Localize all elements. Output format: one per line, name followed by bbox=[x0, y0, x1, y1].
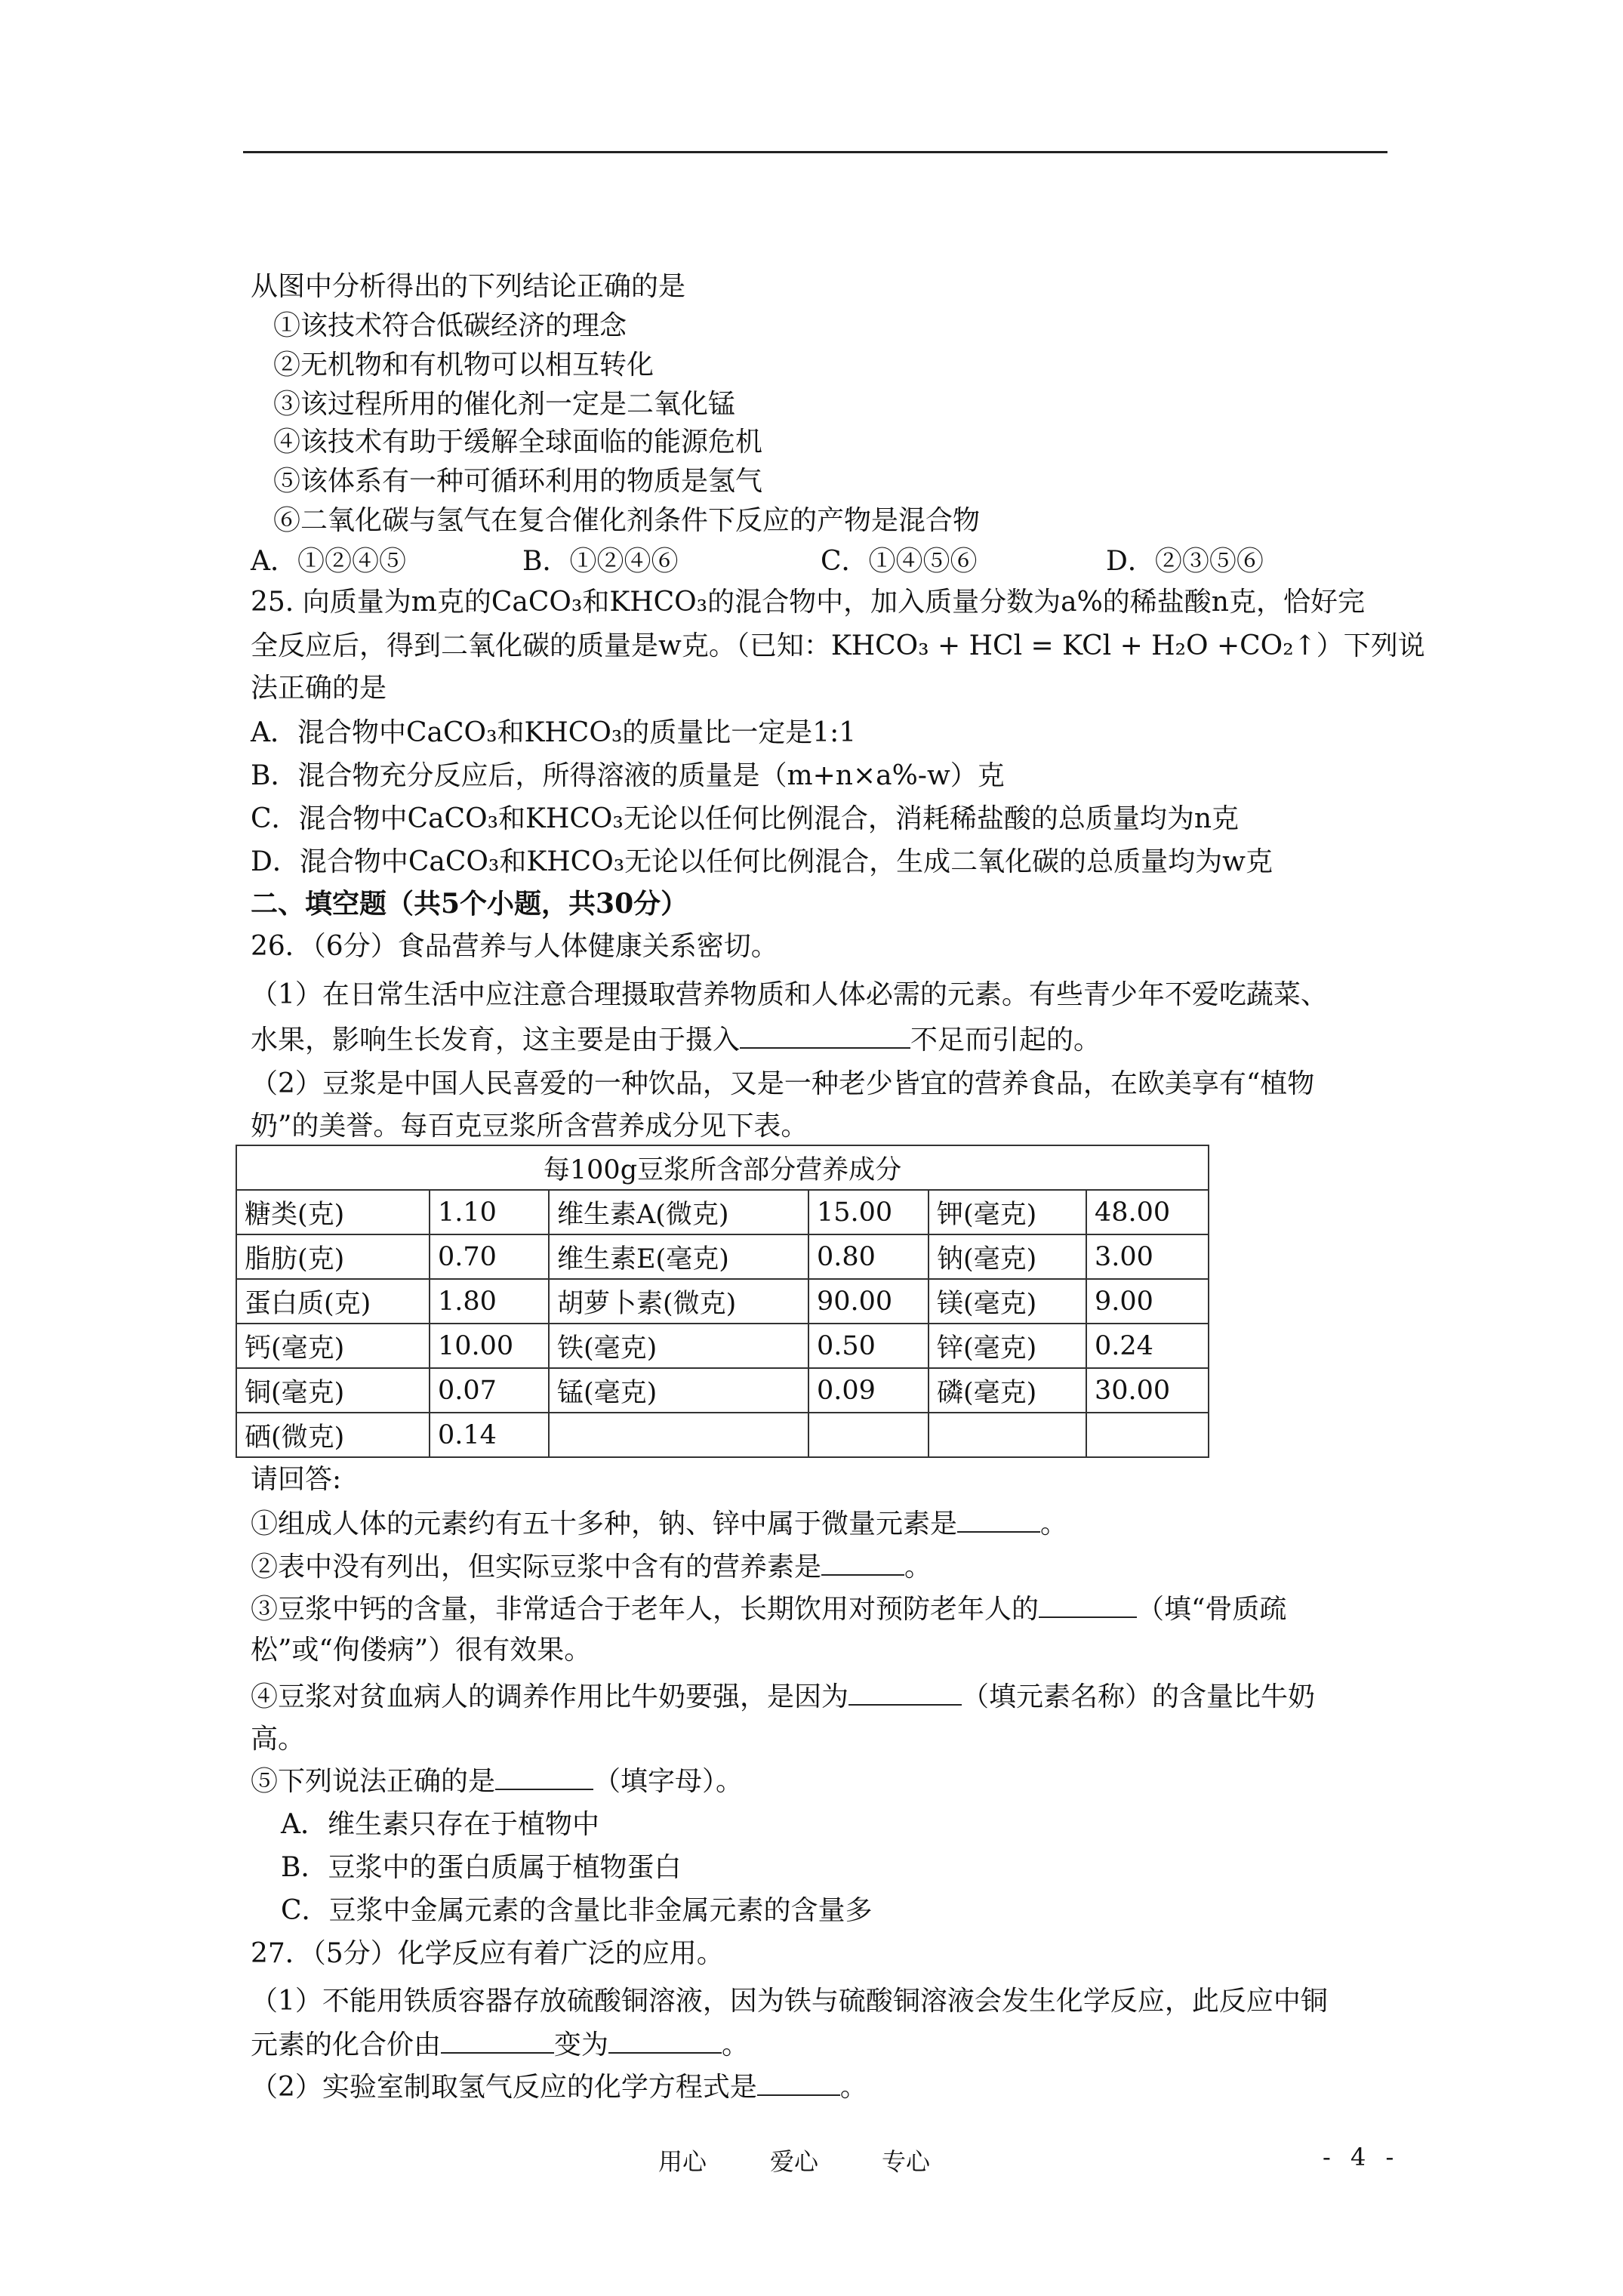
answer-blank[interactable] bbox=[957, 1505, 1040, 1533]
table-cell: 30.00 bbox=[1086, 1368, 1209, 1413]
answer-prompt: 请回答: bbox=[251, 1464, 342, 1495]
table-row bbox=[236, 1324, 1209, 1368]
table-cell bbox=[808, 1413, 929, 1457]
q26-sub-5-hint: （填字母）。 bbox=[593, 1766, 744, 1797]
table-cell: 维生素E(毫克) bbox=[549, 1234, 808, 1279]
q26-sub-1 bbox=[251, 1505, 1067, 1544]
q25-option-b: B．混合物充分反应后，所得溶液的质量是（m+n×a%-w）克 bbox=[251, 760, 1005, 791]
table-cell: 铜(毫克) bbox=[236, 1368, 430, 1413]
table-cell: 硒(微克) bbox=[236, 1413, 430, 1457]
q26-sub-5-text: ⑤下列说法正确的是 bbox=[251, 1766, 496, 1797]
q26-sub-5-option-c: C．豆浆中金属元素的含量比非金属元素的含量多 bbox=[281, 1895, 873, 1926]
q26-sub-1-text: ①组成人体的元素约有五十多种，钠、锌中属于微量元素是 bbox=[251, 1509, 958, 1539]
table-cell: 镁(毫克) bbox=[929, 1279, 1086, 1324]
q27-p2-text: （2）实验室制取氢气反应的化学方程式是 bbox=[251, 2072, 757, 2103]
statement-6: ⑥二氧化碳与氢气在复合催化剂条件下反应的产物是混合物 bbox=[273, 505, 981, 536]
q26-sub-3 bbox=[251, 1590, 1286, 1629]
option-b: B．①②④⑥ bbox=[522, 546, 679, 577]
q26-sub-5-option-a: A．维生素只存在于植物中 bbox=[281, 1809, 599, 1840]
table-cell: 脂肪(克) bbox=[236, 1234, 430, 1279]
q26-sub-4-line2: 高。 bbox=[251, 1724, 306, 1755]
table-cell: 0.07 bbox=[430, 1368, 549, 1413]
table-row bbox=[236, 1413, 1209, 1457]
q26-p2a: （2）豆浆是中国人民喜爱的一种饮品，又是一种老少皆宜的营养食品，在欧美享有“植物 bbox=[251, 1068, 1315, 1099]
q26-sub-1-end: 。 bbox=[1040, 1509, 1068, 1539]
table-cell: 维生素A(微克) bbox=[549, 1190, 808, 1234]
q25-line3: 法正确的是 bbox=[251, 673, 387, 704]
table-cell: 蛋白质(克) bbox=[236, 1279, 430, 1324]
q26-sub-2-text: ②表中没有列出，但实际豆浆中含有的营养素是 bbox=[251, 1552, 822, 1583]
q27-p1b-text: 元素的化合价由 bbox=[251, 2029, 442, 2060]
header-rule bbox=[243, 151, 1387, 153]
table-cell bbox=[929, 1413, 1086, 1457]
q25-option-d: D．混合物中CaCO₃和KHCO₃无论以任何比例混合，生成二氧化碳的总质量均为w克 bbox=[251, 846, 1273, 877]
table-cell: 钾(毫克) bbox=[929, 1190, 1086, 1234]
answer-blank[interactable] bbox=[495, 1763, 593, 1790]
q26-sub-4-hint: （填元素名称）的含量比牛奶 bbox=[962, 1681, 1316, 1712]
q27-p2 bbox=[251, 2068, 867, 2107]
table-cell: 90.00 bbox=[808, 1279, 929, 1324]
q26-p1b-post: 不足而引起的。 bbox=[910, 1025, 1101, 1056]
nutrition-table bbox=[236, 1145, 1209, 1458]
q26-sub-4-text: ④豆浆对贫血病人的调养作用比牛奶要强，是因为 bbox=[251, 1681, 849, 1712]
q27-p1b bbox=[251, 2026, 749, 2065]
q26-sub-5 bbox=[251, 1762, 743, 1801]
table-caption: 每100g豆浆所含部分营养成分 bbox=[236, 1145, 1209, 1190]
table-row bbox=[236, 1190, 1209, 1234]
table-cell: 0.14 bbox=[430, 1413, 549, 1457]
table-cell: 1.10 bbox=[430, 1190, 549, 1234]
table-cell: 0.24 bbox=[1086, 1324, 1209, 1368]
table-cell bbox=[1086, 1413, 1209, 1457]
footer-center-2: 爱心 bbox=[770, 2147, 819, 2176]
page-number: - 4 - bbox=[1323, 2143, 1400, 2171]
statement-1: ①该技术符合低碳经济的理念 bbox=[273, 310, 627, 341]
q26-sub-3-line2: 松”或“佝偻病”）很有效果。 bbox=[251, 1635, 592, 1666]
q25-option-a: A．混合物中CaCO₃和KHCO₃的质量比一定是1:1 bbox=[251, 717, 857, 748]
footer-center-1: 用心 bbox=[658, 2147, 707, 2176]
statement-4: ④该技术有助于缓解全球面临的能源危机 bbox=[273, 427, 763, 458]
table-cell bbox=[549, 1413, 808, 1457]
statement-2: ②无机物和有机物可以相互转化 bbox=[273, 350, 654, 381]
q27-p2-end: 。 bbox=[839, 2072, 867, 2103]
answer-blank[interactable] bbox=[757, 2069, 840, 2096]
q26-sub-5-option-b: B．豆浆中的蛋白质属于植物蛋白 bbox=[281, 1852, 682, 1883]
q25-option-c: C．混合物中CaCO₃和KHCO₃无论以任何比例混合，消耗稀盐酸的总质量均为n克 bbox=[251, 803, 1240, 834]
table-cell: 10.00 bbox=[430, 1324, 549, 1368]
table-cell: 胡萝卜素(微克) bbox=[549, 1279, 808, 1324]
table-row bbox=[236, 1368, 1209, 1413]
intro-question: 从图中分析得出的下列结论正确的是 bbox=[251, 271, 686, 302]
q26-sub-2 bbox=[251, 1548, 932, 1587]
table-cell: 0.70 bbox=[430, 1234, 549, 1279]
intro-options bbox=[251, 542, 1264, 581]
q26-sub-3-hint: （填“骨质疏 bbox=[1137, 1594, 1287, 1625]
table-cell: 钠(毫克) bbox=[929, 1234, 1086, 1279]
section-title: 二、填空题（共5个小题，共30分） bbox=[251, 888, 688, 920]
table-cell: 锰(毫克) bbox=[549, 1368, 808, 1413]
answer-blank[interactable] bbox=[608, 2026, 722, 2054]
q26-p1b-pre: 水果，影响生长发育，这主要是由于摄入 bbox=[251, 1025, 741, 1056]
statement-5: ⑤该体系有一种可循环利用的物质是氢气 bbox=[273, 466, 763, 497]
table-cell: 9.00 bbox=[1086, 1279, 1209, 1324]
table-cell: 1.80 bbox=[430, 1279, 549, 1324]
table-cell: 0.80 bbox=[808, 1234, 929, 1279]
answer-blank[interactable] bbox=[740, 1022, 910, 1049]
q27-p1a: （1）不能用铁质容器存放硫酸铜溶液，因为铁与硫酸铜溶液会发生化学反应，此反应中铜 bbox=[251, 1986, 1328, 2017]
q27-title: 27．（5分）化学反应有着广泛的应用。 bbox=[251, 1938, 724, 1969]
table-cell: 钙(毫克) bbox=[236, 1324, 430, 1368]
table-cell: 48.00 bbox=[1086, 1190, 1209, 1234]
table-cell: 锌(毫克) bbox=[929, 1324, 1086, 1368]
table-cell: 铁(毫克) bbox=[549, 1324, 808, 1368]
q26-sub-2-end: 。 bbox=[904, 1552, 932, 1583]
q26-title: 26．（6分）食品营养与人体健康关系密切。 bbox=[251, 931, 778, 962]
table-row bbox=[236, 1279, 1209, 1324]
table-cell: 3.00 bbox=[1086, 1234, 1209, 1279]
option-a: A．①②④⑤ bbox=[251, 546, 406, 577]
q26-p1a: （1）在日常生活中应注意合理摄取营养物质和人体必需的元素。有些青少年不爱吃蔬菜、 bbox=[251, 979, 1328, 1010]
q25-line2: 全反应后，得到二氧化碳的质量是w克。（已知：KHCO₃ + HCl = KCl + H₂O +CO₂↑）下列说 bbox=[251, 630, 1425, 661]
answer-blank[interactable] bbox=[821, 1549, 904, 1576]
answer-blank[interactable] bbox=[848, 1678, 962, 1706]
q27-p1b-mid: 变为 bbox=[554, 2029, 609, 2060]
option-c: C．①④⑤⑥ bbox=[821, 546, 978, 577]
table-cell: 糖类(克) bbox=[236, 1190, 430, 1234]
table-cell: 磷(毫克) bbox=[929, 1368, 1086, 1413]
footer-center-3: 专心 bbox=[882, 2147, 931, 2176]
q26-sub-4 bbox=[251, 1678, 1315, 1717]
table-cell: 0.50 bbox=[808, 1324, 929, 1368]
table-cell: 15.00 bbox=[808, 1190, 929, 1234]
statement-3: ③该过程所用的催化剂一定是二氧化锰 bbox=[273, 389, 736, 420]
table-row bbox=[236, 1234, 1209, 1279]
q26-p1b bbox=[251, 1021, 1101, 1060]
q26-p2b: 奶”的美誉。每百克豆浆所含营养成分见下表。 bbox=[251, 1111, 808, 1142]
option-d: D．②③⑤⑥ bbox=[1106, 546, 1264, 577]
q26-sub-3-text: ③豆浆中钙的含量，非常适合于老年人，长期饮用对预防老年人的 bbox=[251, 1594, 1039, 1625]
answer-blank[interactable] bbox=[441, 2026, 554, 2054]
answer-blank[interactable] bbox=[1039, 1591, 1137, 1618]
table-cell: 0.09 bbox=[808, 1368, 929, 1413]
q25-line1: 25. 向质量为m克的CaCO₃和KHCO₃的混合物中，加入质量分数为a%的稀盐酸n克，恰好完 bbox=[251, 587, 1365, 618]
q27-p1b-end: 。 bbox=[722, 2029, 750, 2060]
